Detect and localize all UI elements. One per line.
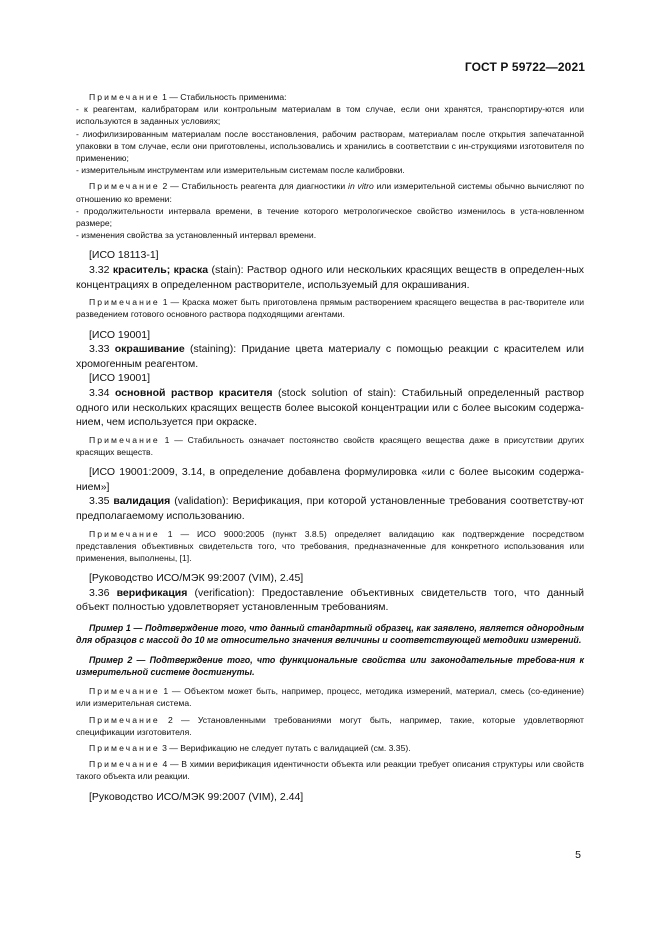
term-name: окрашивание: [114, 343, 185, 356]
example-1: Пример 1 — Подтверждение того, что данный стандартный образец, как заявлено, является однородным для образцов с массой до 10 мг относительно значения величины и соответствующей методики измерений.: [76, 622, 584, 646]
standard-code: ГОСТ Р 59722—2021: [464, 60, 585, 74]
note-label: Примечание: [89, 714, 160, 725]
note-list-item: - измерительным инструментам или измерительным системам после калибровки.: [76, 165, 405, 176]
source-reference: [ИСО 19001]: [89, 328, 151, 341]
term-3-34-note: Примечание 1 — Стабильность означает постоянство свойств красящего вещества даже в присутствии других красящих веществ.: [76, 434, 584, 457]
term-3-35: 3.35 валидация (validation): Верификация, при которой установленные требования соответству-ют предполагаемому использованию.: [76, 495, 584, 522]
note-list-item: - продолжительности интервала времени, в течение которого метрологическое свойство изменилось в уста-новленном размере;: [76, 205, 584, 229]
page-number: 5: [575, 849, 581, 861]
note-label: Примечание: [89, 686, 160, 697]
term-3-36-note-3: Примечание 3 — Верификацию не следует путать с валидацией (см. 3.35).: [89, 742, 411, 753]
term-3-34: 3.34 основной раствор красителя (stock solution of stain): Стабильный определенный раствор одного или нескольких красящих веществ более высокой концентрации или с более высоким содержа-нием, чем используется при окраске.: [76, 387, 584, 429]
note-label: Примечание: [89, 434, 160, 445]
term-3-36: 3.36 верификация (verification): Предоставление объективных свидетельств того, что данный объект полностью удовлетворяет установленным требованиям.: [76, 586, 584, 614]
term-name: валидация: [113, 495, 171, 508]
term-3-32-note: Примечание 1 — Краска может быть приготовлена прямым растворением красящего вещества в рас-творителе или разведением готового основного раствора подходящими агентами.: [76, 297, 584, 320]
note-list-item: - изменения свойства за установленный интервал времени.: [76, 230, 317, 241]
term-3-36-note-2: Примечание 2 — Установленными требованиями могут быть, например, такие, которые удовлетворяют спецификации изготовителя.: [76, 714, 584, 737]
term-3-36-note-1: Примечание 1 — Объектом может быть, например, процесс, методика измерений, материал, смесь (со-единение) или измерительная система.: [76, 686, 584, 709]
source-reference: [ИСО 19001:2009, 3.14, в определение добавлена формулировка «или с более высоким содержа-нием»]: [76, 466, 584, 493]
note-label: Примечание: [89, 528, 160, 539]
term-3-32: 3.32 краситель; краска (stain): Раствор одного или нескольких красящих веществ в определен-ных концентрациях в определенном растворителе, используемый для окрашивания.: [76, 264, 584, 291]
term-name: краситель; краска: [112, 264, 209, 277]
note-2-stability: Примечание 2 — Стабильность реагента для диагностики in vitro или измерительной системы обычно вычисляют по отношению ко времени:: [76, 181, 584, 204]
note-label: Примечание: [89, 759, 160, 770]
note-list-item: - к реагентам, калибраторам или контрольным материалам в том случае, если они хранятся, транспортиру-ются или используются в заданных условиях;: [76, 104, 584, 127]
term-name: основной раствор красителя: [114, 387, 273, 399]
term-3-33: 3.33 окрашивание (staining): Придание цвета материалу с помощью реакции с красителем или хромогенным реагентом.: [76, 343, 585, 370]
source-reference: [ИСО 19001]: [89, 372, 151, 385]
term-3-36-note-4: Примечание 4 — В химии верификация идентичности объекта или реакции требует описания структуры или свойств такого объекта или реакции.: [76, 759, 584, 782]
source-reference: [Руководство ИСО/МЭК 99:2007 (VIM), 2.44]: [89, 790, 304, 803]
page-content: [76, 91, 584, 804]
note-label: Примечание: [89, 92, 160, 102]
term-3-35-note: Примечание 1 — ИСО 9000:2005 (пункт 3.8.5) определяет валидацию как подтверждение посредством представления объективных свидетельств того, что требования, предназначенные для конкретного использования или применения, выполнены, [1].: [76, 528, 584, 563]
source-reference: [Руководство ИСО/МЭК 99:2007 (VIM), 2.45]: [89, 572, 304, 585]
source-reference: [ИСО 18113-1]: [89, 249, 159, 262]
note-1-stability: Примечание 1 — Стабильность применима:: [89, 92, 287, 102]
note-label: Примечание: [89, 181, 160, 192]
note-label: Примечание: [89, 297, 160, 308]
example-2: Пример 2 — Подтверждение того, что функциональные свойства или законодательные требова-ния к измерительной системе достигнуты.: [76, 654, 584, 677]
term-name: верификация: [116, 586, 188, 599]
note-label: Примечание: [89, 742, 160, 753]
note-list-item: - лиофилизированным материалам после восстановления, рабочим растворам, материалам после открытия запечатанной упаковки в том случае, если они приготовлены, использовались и хранились в соответствии с ин-струкциями изготовителя по применению;: [76, 128, 584, 164]
